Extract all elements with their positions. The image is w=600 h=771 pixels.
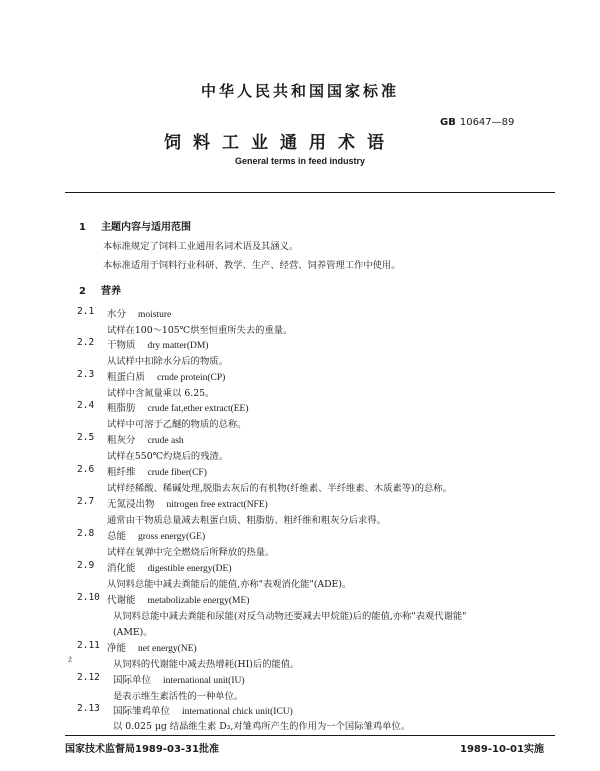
term-2-7 [0,496,600,510]
term-en: crude ash [147,436,184,446]
standard-code [440,117,514,128]
code-prefix: GB [440,117,456,128]
term-number: 2.5 [77,432,95,443]
term-2-8 [0,528,600,542]
term-en: net energy(NE) [138,644,197,654]
term-2-1 [0,306,600,320]
term-2-12-definition: 是表示维生素活性的一种单位。 [113,691,244,702]
section-1-title: 主题内容与适用范围 [101,222,191,233]
english-title: General terms in feed industry [234,156,366,166]
section-2-number: 2 [79,286,86,297]
term-cn: 粗灰分 [107,435,136,446]
margin-mark: ż [68,655,73,664]
term-cn: 总能 [107,531,127,542]
code-number: 10647—89 [459,117,515,128]
term-en: dry matter(DM) [147,341,209,351]
term-en: crude protein(CP) [157,373,226,383]
term-en: nitrogen free extract(NFE) [166,500,268,510]
term-2-5 [0,432,600,446]
term-2-5-definition: 试样在550℃灼烧后的残渣。 [107,451,229,462]
term-2-2-definition: 从试样中扣除水分后的物质。 [107,356,228,367]
term-number: 2.1 [77,306,95,317]
section-2-title: 营养 [101,286,121,297]
term-2-1-definition: 试样在100～105℃烘至恒重所失去的重量。 [107,325,293,336]
term-number: 2.9 [77,560,95,571]
term-cn: 粗蛋白质 [107,372,146,383]
term-2-7-definition: 通常由干物质总量减去粗蛋白质、粗脂肪、粗纤维和粗灰分后求得。 [107,515,386,526]
term-cn: 无氮浸出物 [107,499,155,510]
header-divider [65,192,555,193]
term-en: crude fiber(CF) [147,468,207,478]
term-number: 2.6 [77,464,95,475]
term-number: 2.11 [77,640,100,651]
effective-date: 1989-10-01实施 [460,744,544,755]
term-2-13 [0,703,600,717]
term-en: crude fat,ether extract(EE) [147,404,249,414]
approval-date: 国家技术监督局1989-03-31批准 [65,744,219,755]
term-en: international unit(IU) [163,676,245,686]
term-2-4 [0,400,600,414]
term-cn: 代谢能 [107,595,136,606]
term-2-9 [0,560,600,574]
term-2-10-definition-cont: (AME)。 [113,627,153,638]
term-number: 2.4 [77,400,95,411]
footer-divider [65,735,555,736]
term-number: 2.7 [77,496,95,507]
term-cn: 干物质 [107,340,136,351]
term-2-11-definition: 从饲料的代谢能中减去热增耗(HI)后的能值。 [113,659,300,670]
term-2-12 [0,672,600,686]
term-en: international chick unit(ICU) [182,707,293,717]
term-number: 2.10 [77,592,100,603]
term-cn: 水分 [107,309,127,320]
term-2-6 [0,464,600,478]
term-2-2 [0,337,600,351]
term-cn: 粗脂肪 [107,403,136,414]
term-en: digestible energy(DE) [147,564,232,574]
term-cn: 消化能 [107,563,136,574]
term-number: 2.13 [77,703,100,714]
term-cn: 粗纤维 [107,467,136,478]
standard-title: 中华人民共和国国家标准 [200,82,399,100]
term-2-8-definition: 试样在氧弹中完全燃烧后所释放的热量。 [107,547,275,558]
term-2-10-definition: 从饲料总能中减去粪能和尿能(对反刍动物还要减去甲烷能)后的能值,亦称"表观代谢能" [113,611,467,622]
term-number: 2.2 [77,337,95,348]
term-2-6-definition: 试样经稀酸、稀碱处理,脱脂去灰后的有机物(纤维素、半纤维素、木质素等)的总称。 [107,483,452,494]
section-1-heading [79,218,191,233]
term-2-9-definition: 从饲料总能中减去粪能后的能值,亦称"表观消化能"(ADE)。 [107,579,352,590]
term-en: metabolizable energy(ME) [147,596,250,606]
section-1-paragraph-1: 本标准规定了饲料工业通用名词术语及其涵义。 [103,241,299,252]
term-number: 2.12 [77,672,100,683]
section-2-heading [79,282,121,297]
term-2-3-definition: 试样中含氮量乘以 6.25。 [107,388,215,399]
term-number: 2.3 [77,369,95,380]
term-2-3 [0,369,600,383]
term-cn: 国际单位 [113,675,152,686]
term-number: 2.8 [77,528,95,539]
document-title: 饲料工业通用术语 [164,133,396,153]
term-en: gross energy(GE) [138,532,206,542]
section-1-paragraph-2: 本标准适用于饲料行业科研、教学、生产、经营、饲养管理工作中使用。 [103,260,401,271]
term-en: moisture [138,310,172,320]
term-2-11 [0,640,600,654]
term-cn: 净能 [107,643,127,654]
section-1-number: 1 [79,222,86,233]
term-2-10 [0,592,600,606]
term-2-13-definition: 以 0.025 μg 结晶维生素 D₃,对雏鸡所产生的作用为一个国际雏鸡单位。 [113,721,410,732]
term-2-4-definition: 试样中可溶于乙醚的物质的总称。 [107,419,247,430]
term-cn: 国际雏鸡单位 [113,706,171,717]
